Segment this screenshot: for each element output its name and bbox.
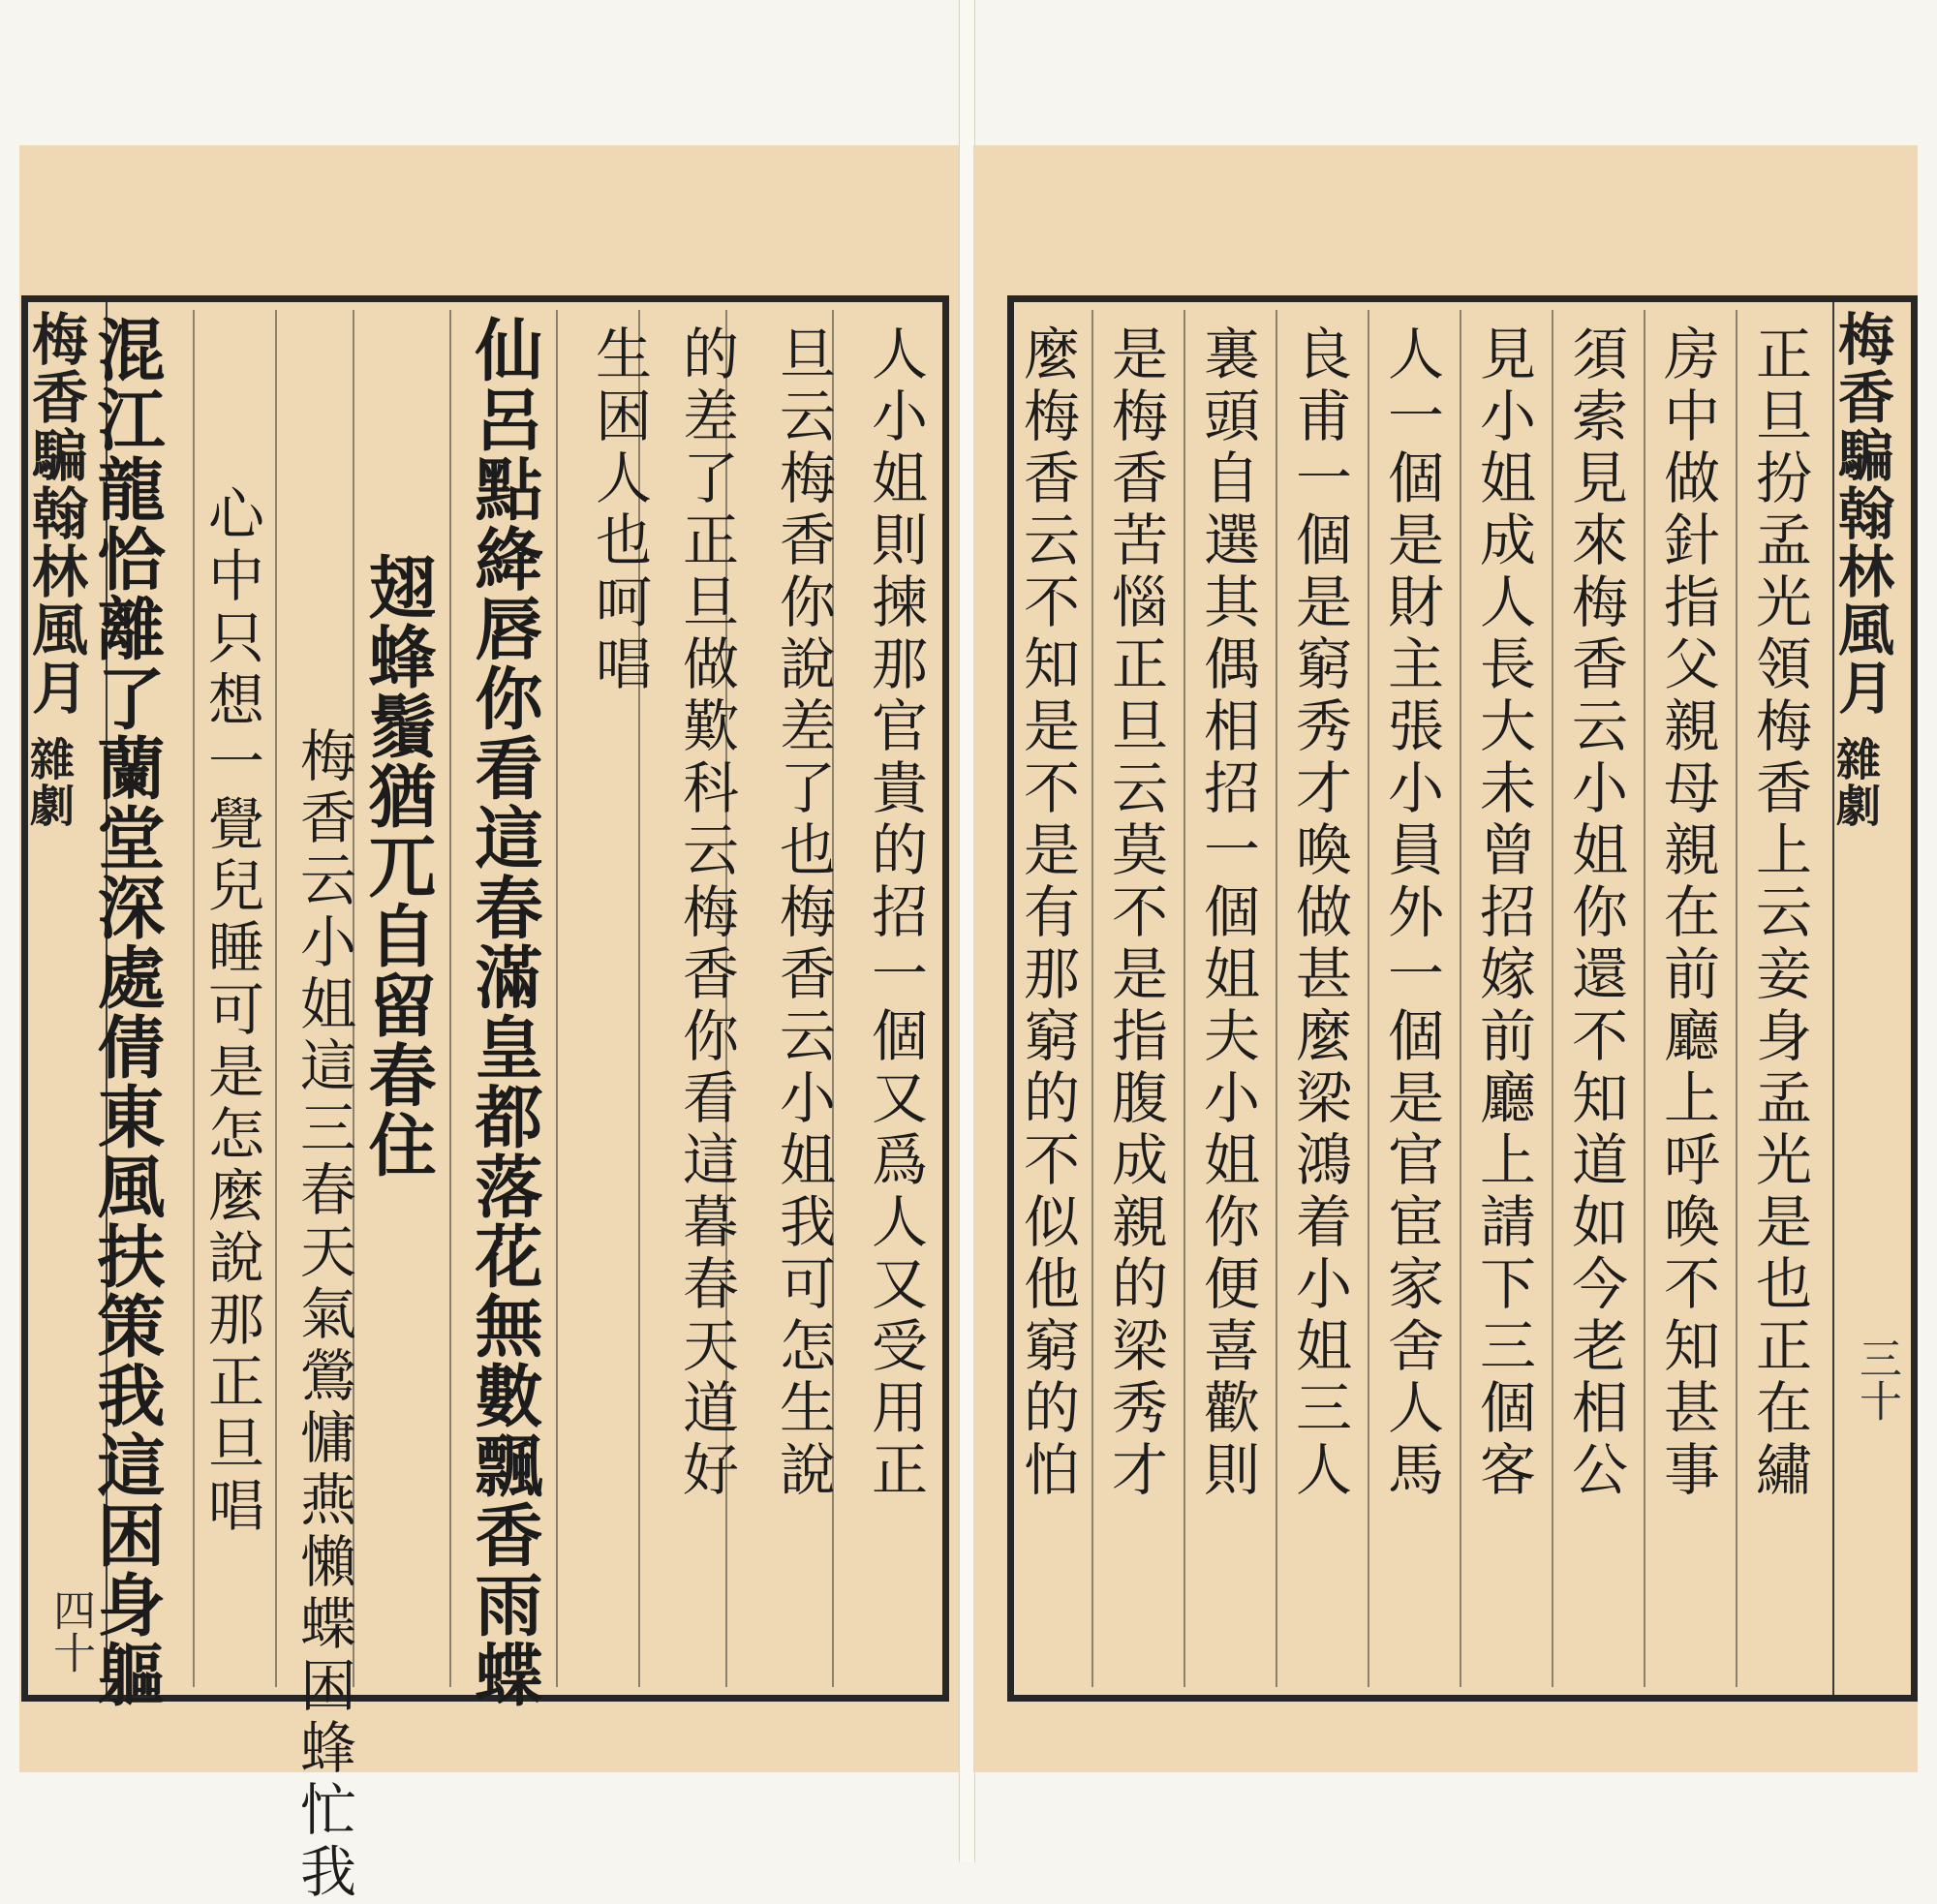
column-divider bbox=[449, 310, 451, 1687]
column-divider bbox=[1184, 310, 1185, 1687]
text-column: 裏頭自選其偶相招一個姐夫小姐你便喜歡則 bbox=[1194, 324, 1260, 1502]
text-column: 見小姐成人長大未曾招嫁前廳上請下三個客 bbox=[1470, 324, 1536, 1502]
text-column: 心中只想一覺兒睡可是怎麼說那正旦唱 bbox=[199, 484, 264, 1538]
lyric-column: 仙呂點絳唇你看這春滿皇都落花無數飄香雨蝶 bbox=[464, 315, 544, 1709]
text-column: 良甫一個是窮秀才喚做甚麼梁鴻着小姐三人 bbox=[1286, 324, 1352, 1502]
column-divider bbox=[193, 310, 195, 1687]
text-column: 旦云梅香你說差了也梅香云小姐我可怎生說 bbox=[770, 324, 836, 1502]
text-column: 梅香云小姐這三春天氣鶯慵燕懶蝶困蜂忙我 bbox=[291, 726, 356, 1904]
text-column: 的差了正旦做歎科云梅香你看這暮春天道好 bbox=[673, 324, 739, 1502]
text-column: 正旦扮孟光領梅香上云妾身孟光是也正在繡 bbox=[1746, 324, 1812, 1502]
text-column: 是梅香苦惱正旦云莫不是指腹成親的梁秀才 bbox=[1102, 324, 1168, 1502]
text-column: 生困人也呵唱 bbox=[586, 324, 652, 696]
right-page-number: 三十 bbox=[1852, 1336, 1901, 1422]
lyric-column: 混江龍恰離了蘭堂深處倩東風扶策我這困身軀 bbox=[86, 315, 167, 1709]
text-column: 房中做針指父親母親在前廳上呼喚不知甚事 bbox=[1654, 324, 1720, 1502]
right-margin-genre: 雜劇 bbox=[1829, 736, 1882, 829]
left-margin-title: 梅香騙翰林風月 bbox=[22, 310, 88, 717]
left-page-number: 四十 bbox=[46, 1588, 95, 1674]
column-divider bbox=[1552, 310, 1553, 1687]
column-divider bbox=[275, 310, 277, 1687]
column-divider bbox=[1276, 310, 1277, 1687]
text-column: 麼梅香云不知是不是有那窮的不似他窮的怕 bbox=[1014, 324, 1080, 1502]
text-column: 須索見來梅香云小姐你還不知道如今老相公 bbox=[1562, 324, 1628, 1502]
lyric-column: 翅蜂鬚猶兀自留春住 bbox=[357, 552, 438, 1180]
column-divider bbox=[1091, 310, 1093, 1687]
text-column: 人一個是財主張小員外一個是官宦家舍人馬 bbox=[1378, 324, 1444, 1502]
column-divider bbox=[1368, 310, 1369, 1687]
left-margin-genre: 雜劇 bbox=[23, 736, 76, 829]
column-divider bbox=[1644, 310, 1645, 1687]
right-margin-title: 梅香騙翰林風月 bbox=[1829, 310, 1894, 717]
column-divider bbox=[1460, 310, 1461, 1687]
text-column: 人小姐則揀那官貴的招一個又爲人又受用正 bbox=[862, 324, 928, 1502]
column-divider bbox=[1736, 310, 1737, 1687]
column-divider bbox=[556, 310, 558, 1687]
